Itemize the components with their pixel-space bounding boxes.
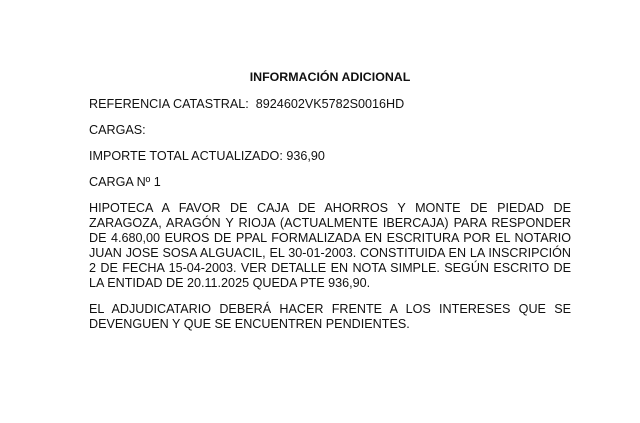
document-title: INFORMACIÓN ADICIONAL [249,70,411,84]
carga-description: HIPOTECA A FAVOR DE CAJA DE AHORROS Y MONTE DE PIEDAD DE ZARAGOZA, ARAGÓN Y RIOJA (ACTUALMENTE IBERCAJA) PARA RESPONDER DE 4.680,00 EUROS DE PPAL FORMALIZADA EN ESCRITURA POR EL NOTARIO JUAN JOSE SOSA ALGUACIL, EL 30-01-2003. CONSTITUIDA EN LA INSCRIPCIÓN 2 DE FECHA 15-04-2003. VER DETALLE EN NOTA SIMPLE. SEGÚN ESCRITO DE LA ENTIDAD DE 20.11.2025 QUEDA PTE 936,90. [89,201,571,290]
adjudicatario-note: EL ADJUDICATARIO DEBERÁ HACER FRENTE A LOS INTERESES QUE SE DEVENGUEN Y QUE SE ENCUENTREN PENDIENTES. [89,302,571,331]
carga-heading: CARGA Nº 1 [89,175,161,189]
document-body [89,70,571,343]
referencia-catastral-label: REFERENCIA CATASTRAL: [89,97,249,111]
referencia-catastral-value: 8924602VK5782S0016HD [255,97,405,111]
referencia-catastral-line [89,97,571,112]
cargas-label: CARGAS: [89,123,146,137]
importe-total-line: IMPORTE TOTAL ACTUALIZADO: 936,90 [89,149,325,163]
